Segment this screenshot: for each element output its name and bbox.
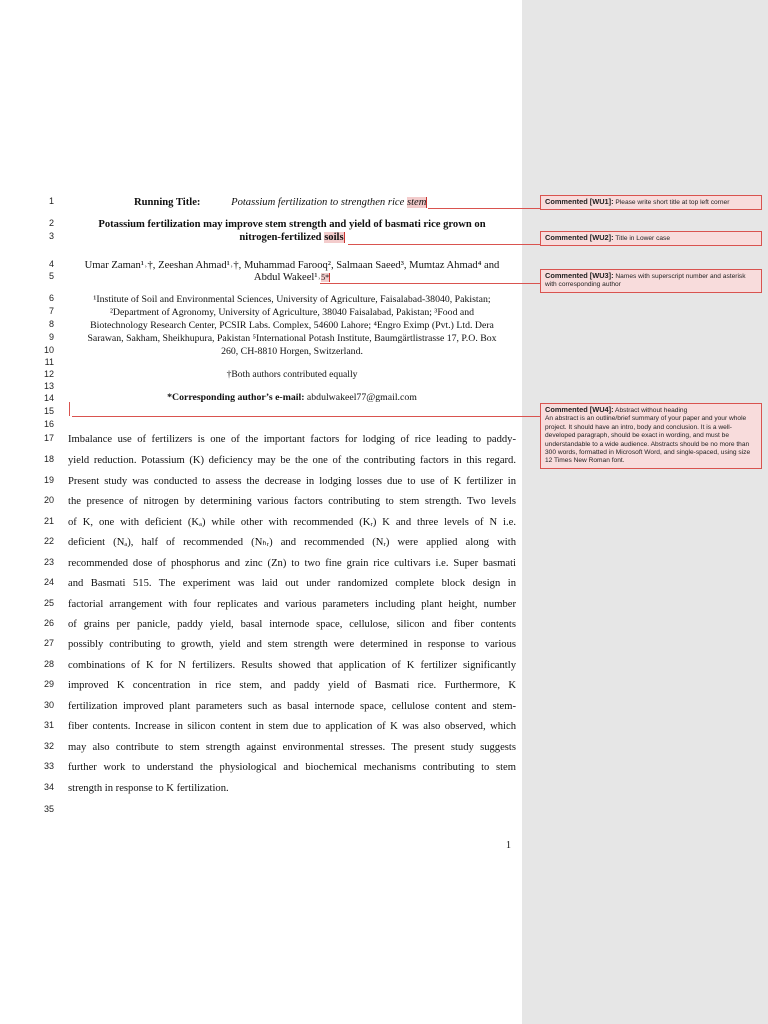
authors-text: Abdul Wakeel¹˒	[253, 272, 322, 283]
abstract-line: Present study was conducted to assess the decrease in lodging losses due to use of K fertilizer in	[68, 476, 516, 487]
line-number: 3	[48, 231, 54, 241]
comment-tag: Commented [WU2]:	[545, 233, 614, 242]
comment-connector-1	[428, 208, 540, 209]
line-number: 29	[43, 679, 54, 689]
comment-wu2[interactable]	[540, 231, 762, 246]
line-number: 19	[43, 475, 54, 485]
comments-margin-pane	[522, 0, 768, 1024]
abstract-line: yield reduction. Potassium (K) deficiency may be the one of the contributing factors in this regard.	[68, 455, 516, 466]
line-number: 21	[43, 516, 54, 526]
line-number: 32	[43, 741, 54, 751]
comment-body: An abstract is an outline/brief summary of your paper and your whole project. It should have an intro, body and conclusion. It is a well-developed paragraph, should be exact in wording, and must be understandable to a wide audience. Abstracts should be no more than 300 words, formatted in Microsoft Word, and single-spaced, using size 12 Times New Roman font.	[545, 415, 751, 465]
running-title-text: Potassium fertilization to strengthen rice	[231, 197, 407, 208]
line-number: 17	[43, 433, 54, 443]
line-number: 16	[43, 419, 54, 429]
paper-title-line-2	[68, 231, 516, 244]
affiliation-line: 260, CH-8810 Horgen, Switzerland.	[221, 346, 363, 357]
comment-text: Please write short title at top left corner	[613, 199, 730, 206]
comment-tag: Commented [WU1]:	[545, 197, 614, 206]
abstract-line: deficient (Nₐ), half of recommended (Nₕᵣ) and recommended (Nᵣ) were applied along with	[68, 537, 516, 548]
abstract-line: strength in response to K fertilization.	[68, 783, 229, 794]
affiliation-line: ¹Institute of Soil and Environmental Sciences, University of Agriculture, Faisalabad-38040, Pakistan;	[93, 294, 491, 305]
line-number: 11	[44, 357, 54, 367]
comment-wu3[interactable]	[540, 269, 762, 293]
abstract-line: possibly contributing to growth, yield and stem strength were determined in response to various	[68, 639, 516, 650]
comment-connector-3	[320, 283, 540, 284]
line-number: 34	[43, 782, 54, 792]
line-number: 31	[43, 720, 54, 730]
corresponding-email[interactable]: abdulwakeel77@gmail.com	[304, 392, 417, 403]
page-number: 1	[506, 840, 511, 851]
abstract-line: fiber contents. Increase in silicon content in stem due to application of K was also observed, which	[68, 721, 516, 732]
comment-tag: Commented [WU3]:	[545, 271, 614, 280]
running-title-label: Running Title:	[134, 197, 201, 208]
authors-highlight[interactable]: 5*	[321, 273, 330, 282]
line-number: 35	[43, 804, 54, 814]
abstract-line: of K, one with deficient (Kₐ) while other with recommended (Kᵣ) K and three levels of N i.e.	[68, 517, 516, 528]
insertion-cursor	[69, 402, 70, 416]
line-number: 27	[43, 638, 54, 648]
abstract-line: recommended dose of phosphorus and zinc (Zn) to two fine grain rice cultivars i.e. Super basmati	[68, 558, 516, 569]
abstract-line: and Basmati 515. The experiment was laid out under randomized complete block design in	[68, 578, 516, 589]
line-number: 12	[43, 369, 54, 379]
authors-line-1: Umar Zaman¹˒†, Zeeshan Ahmad¹˒†, Muhammad Farooq², Salmaan Saeed³, Mumtaz Ahmad⁴ and	[84, 260, 500, 271]
paper-title-text: nitrogen-fertilized	[239, 232, 325, 243]
abstract-line: may also contribute to stem strength against environmental stresses. The present study suggests	[68, 742, 516, 753]
line-number: 8	[48, 319, 54, 329]
affiliation-line: ²Department of Agronomy, University of Agriculture, 38040 Faisalabad, Pakistan; ³Food and	[109, 307, 475, 318]
comment-text: Names with superscript number and asterisk with corresponding author	[545, 273, 746, 289]
line-number: 4	[48, 259, 54, 269]
affiliation-line: Biotechnology Research Center, PCSIR Labs. Complex, 54600 Lahore; ⁴Engro Eximp (Pvt.) Ltd. Dera	[90, 320, 494, 331]
comment-connector-4	[72, 416, 540, 417]
line-number: 7	[48, 306, 54, 316]
line-number: 25	[43, 598, 54, 608]
abstract-line: fertilization improved plant parameters such as basal internode space, cellulose content and stem-	[68, 701, 516, 712]
line-number: 23	[43, 557, 54, 567]
paper-title-highlight[interactable]: soils	[324, 232, 344, 243]
line-number: 2	[48, 218, 54, 228]
line-number: 15	[43, 406, 54, 416]
comment-text: Title in Lower case	[613, 235, 671, 242]
line-number: 24	[43, 577, 54, 587]
line-number: 22	[43, 536, 54, 546]
running-title-highlight[interactable]: stem	[406, 197, 427, 208]
comment-tag: Commented [WU4]:	[545, 405, 614, 414]
corresponding-label: *Corresponding author’s e-mail:	[167, 392, 305, 403]
line-number: 26	[43, 618, 54, 628]
comment-wu4[interactable]	[540, 403, 762, 469]
line-number: 20	[43, 495, 54, 505]
comment-text: Abstract without heading	[613, 407, 688, 414]
line-number: 13	[43, 381, 54, 391]
line-number: 6	[48, 293, 54, 303]
abstract-line: the presence of nitrogen by determining various factors contributing to stem strength. Two levels	[68, 496, 516, 507]
abstract-line: improved K concentration in rice stem, and paddy yield of Basmati rice. Furthermore, K	[68, 680, 516, 691]
line-number: 33	[43, 761, 54, 771]
abstract-line: further work to understand the physiological and biochemical mechanisms contributing to stem	[68, 762, 516, 773]
paper-title-line-1: Potassium fertilization may improve stem strength and yield of basmati rice grown on	[98, 219, 486, 230]
abstract-line: Imbalance use of fertilizers is one of the important factors for lodging of rice leading to paddy-	[68, 434, 516, 445]
corresponding-author	[68, 391, 516, 404]
line-number: 10	[43, 345, 54, 355]
line-number: 18	[43, 454, 54, 464]
line-number: 14	[43, 393, 54, 403]
comment-wu1[interactable]	[540, 195, 762, 210]
affiliation-line: Sarawan, Sakham, Sheikhupura, Pakistan ⁵International Potash Institute, Baumgärtlistrasse 17, P.O. Box	[87, 333, 497, 344]
line-number: 9	[48, 332, 54, 342]
equal-contribution-note: †Both authors contributed equally	[226, 369, 358, 380]
abstract-line: combinations of K for N fertilizers. Results showed that application of K fertilizer significantly	[68, 660, 516, 671]
line-number: 28	[43, 659, 54, 669]
comment-connector-2	[348, 244, 540, 245]
line-number: 30	[43, 700, 54, 710]
line-number: 5	[48, 271, 54, 281]
abstract-line: of grains per panicle, paddy yield, basal internode space, cellulose, silicon and fiber contents	[68, 619, 516, 630]
line-number: 1	[48, 196, 54, 206]
abstract-line: factorial arrangement with four replicates and various parameters including plant height, number	[68, 599, 516, 610]
